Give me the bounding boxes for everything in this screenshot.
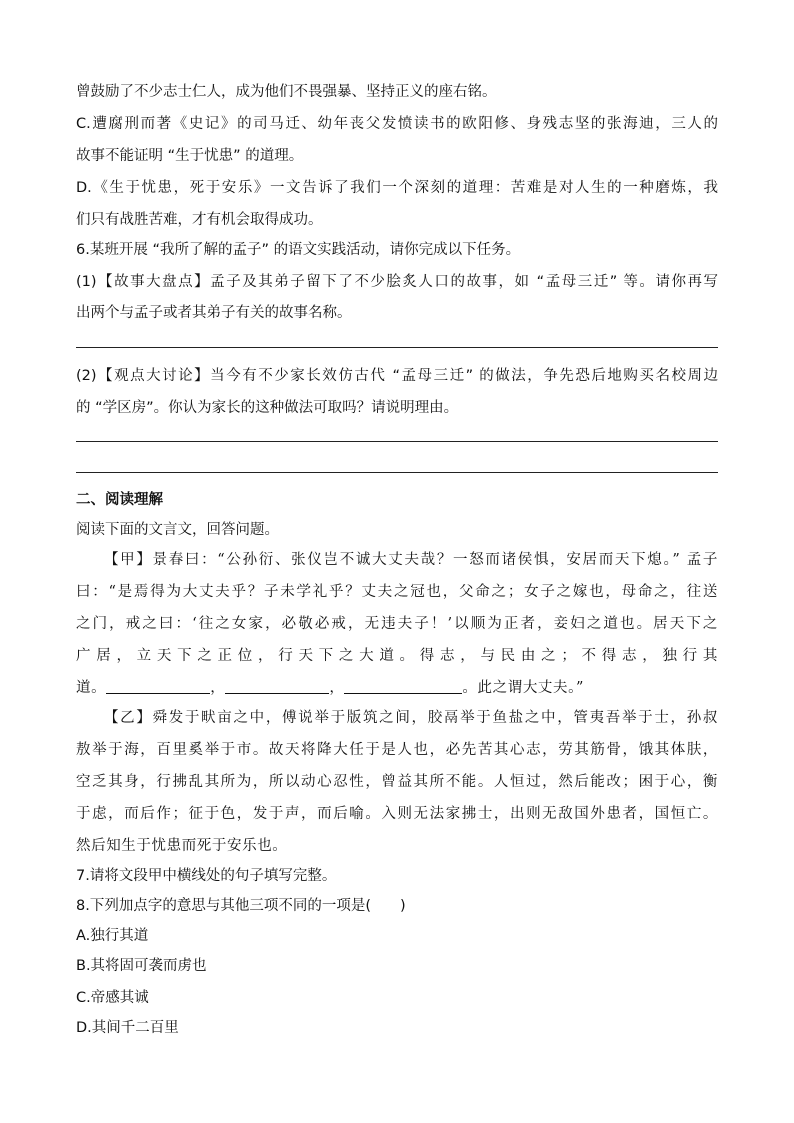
passage-yi-line-1: 【乙】舜发于畎亩之中，傅说举于版筑之间，胶鬲举于鱼盐之中，管夷吾举于士，孙叔: [104, 710, 718, 726]
question-8-option-c[interactable]: C.帝感其诚: [76, 990, 149, 1006]
passage-yi-line-2: 敖举于海，百里奚举于市。故天将降大任于是人也，必先苦其心志，劳其筋骨，饿其体肤，: [76, 742, 718, 758]
passage-jia-separator-2: ，: [329, 680, 345, 696]
question-6-stem: 6.某班开展 “我所了解的孟子” 的语文实践活动，请你完成以下任务。: [76, 242, 521, 258]
passage-jia-line-5-start: 道。: [76, 680, 107, 696]
passage-jia-line-4: 广居，立天下之正位，行天下之大道。得志，与民由之；不得志，独行其: [76, 648, 718, 664]
passage-jia-line-1: 【甲】景春曰：“公孙衍、张仪岂不诚大丈夫哉？一怒而诸侯惧，安居而天下熄。” 孟子: [104, 552, 718, 568]
question-6-task-1-line-1: (1)【故事大盘点】孟子及其弟子留下了不少脍炙人口的故事，如 “孟母三迁” 等。请你再写: [76, 274, 718, 290]
question-6-task-1-line-2: 出两个与孟子或者其弟子有关的故事名称。: [76, 305, 352, 321]
question-8-option-d[interactable]: D.其间千二百里: [76, 1020, 179, 1036]
question-5-continuation: 曾鼓励了不少志士仁人，成为他们不畏强暴、坚持正义的座右铭。: [76, 84, 497, 100]
question-6-task-2-line-1: (2)【观点大讨论】当今有不少家长效仿古代 “孟母三迁” 的做法，争先恐后地购买名校周边: [76, 368, 718, 384]
passage-jia-separator-1: ，: [210, 680, 226, 696]
section-2-intro: 阅读下面的文言文，回答问题。: [76, 522, 279, 538]
question-8: 8.下列加点字的意思与其他三项不同的一项是( ): [76, 898, 406, 914]
passage-yi-line-5: 然后知生于忧患而死于安乐也。: [76, 838, 288, 854]
answer-line-task-2b[interactable]: [76, 472, 718, 473]
section-2-title: 二、阅读理解: [76, 492, 163, 508]
question-8-option-b[interactable]: B.其将固可袭而虏也: [76, 958, 207, 974]
answer-line-task-1[interactable]: [76, 347, 718, 348]
passage-yi-line-3: 空乏其身，行拂乱其所为，所以动心忍性，曾益其所不能。人恒过，然后能改；困于心，衡: [76, 774, 718, 790]
question-6-task-2-line-2: 的 “学区房”。你认为家长的这种做法可取吗？请说明理由。: [76, 400, 459, 416]
question-7: 7.请将文段甲中横线处的句子填写完整。: [76, 868, 337, 884]
passage-yi-line-4: 于虑，而后作；征于色，发于声，而后喻。入则无法家拂士，出则无敌国外患者，国恒亡。: [76, 806, 718, 822]
question-8-option-a[interactable]: A.独行其道: [76, 928, 149, 944]
passage-jia-line-5-end: 。此之谓大丈夫。”: [462, 680, 584, 696]
fill-blank-2[interactable]: [225, 679, 329, 694]
passage-jia-line-5: [76, 678, 718, 698]
fill-blank-1[interactable]: [106, 679, 210, 694]
question-5-option-c-line-1: C.遭腐刑而著《史记》的司马迁、幼年丧父发愤读书的欧阳修、身残志坚的张海迪，三人的: [76, 116, 718, 132]
fill-blank-3[interactable]: [344, 679, 462, 694]
question-5-option-d-line-2: 们只有战胜苦难，才有机会取得成功。: [76, 212, 323, 228]
question-5-option-d-line-1: D.《生于忧患，死于安乐》一文告诉了我们一个深刻的道理：苦难是对人生的一种磨炼，我: [76, 180, 718, 196]
passage-jia-line-3: 之门，戒之曰：‘往之女家，必敬必戒，无违夫子！’以顺为正者，妾妇之道也。居天下之: [76, 616, 718, 632]
question-5-option-c-line-2: 故事不能证明 “生于忧患” 的道理。: [76, 148, 304, 164]
passage-jia-line-2: 曰：“是焉得为大丈夫乎？子未学礼乎？丈夫之冠也，父命之；女子之嫁也，母命之，往送: [76, 584, 718, 600]
answer-line-task-2a[interactable]: [76, 441, 718, 442]
